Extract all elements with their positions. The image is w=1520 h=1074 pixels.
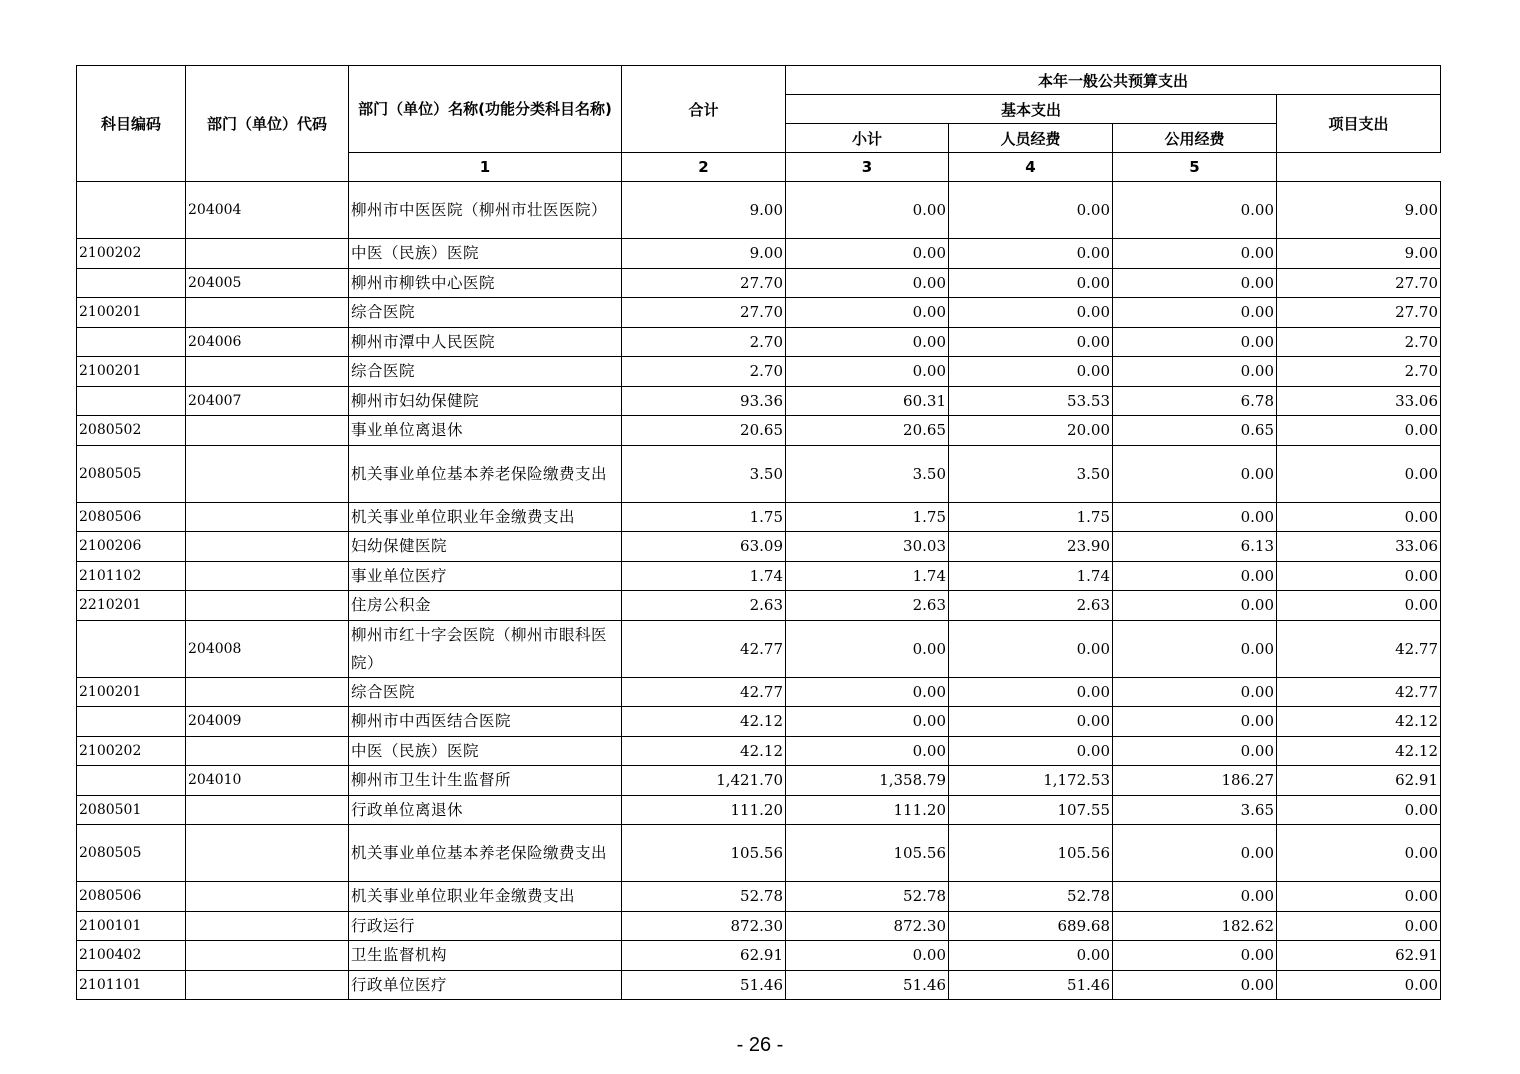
cell-total: 872.30: [622, 911, 786, 941]
cell-code: 2080505: [77, 825, 186, 882]
cell-subtotal: 0.00: [786, 357, 949, 387]
budget-expenditure-table: [76, 65, 1441, 1000]
cell-personnel: 23.90: [949, 532, 1113, 562]
cell-dept: [186, 825, 349, 882]
cell-subtotal: 0.00: [786, 268, 949, 298]
cell-subtotal: 2.63: [786, 591, 949, 621]
cell-subtotal: 3.50: [786, 445, 949, 502]
cell-name: 事业单位离退休: [349, 416, 622, 446]
cell-code: 2080502: [77, 416, 186, 446]
cell-project: 33.06: [1277, 532, 1441, 562]
table-row: [77, 795, 1441, 825]
cell-code: [77, 707, 186, 737]
cell-total: 3.50: [622, 445, 786, 502]
cell-name: 柳州市中西医结合医院: [349, 707, 622, 737]
cell-name: 柳州市妇幼保健院: [349, 386, 622, 416]
cell-subtotal: 1.74: [786, 561, 949, 591]
header-subject-code: 科目编码: [77, 66, 186, 182]
cell-project: 27.70: [1277, 298, 1441, 328]
cell-total: 9.00: [622, 239, 786, 269]
header-subtotal: 小计: [786, 124, 949, 153]
cell-dept: [186, 298, 349, 328]
cell-code: 2101102: [77, 561, 186, 591]
cell-personnel: 0.00: [949, 620, 1113, 677]
cell-public: 0.00: [1113, 268, 1277, 298]
cell-subtotal: 0.00: [786, 677, 949, 707]
cell-dept: [186, 970, 349, 1000]
page-number: - 26 -: [736, 1034, 784, 1056]
cell-dept: [186, 239, 349, 269]
cell-personnel: 0.00: [949, 677, 1113, 707]
cell-public: 6.78: [1113, 386, 1277, 416]
header-public: 公用经费: [1113, 124, 1277, 153]
cell-public: 186.27: [1113, 766, 1277, 796]
cell-personnel: 20.00: [949, 416, 1113, 446]
cell-personnel: 0.00: [949, 736, 1113, 766]
table-row: [77, 766, 1441, 796]
cell-public: 0.00: [1113, 707, 1277, 737]
cell-dept: [186, 532, 349, 562]
cell-personnel: 0.00: [949, 298, 1113, 328]
header-project: 项目支出: [1277, 95, 1441, 153]
cell-subtotal: 0.00: [786, 941, 949, 971]
cell-total: 27.70: [622, 298, 786, 328]
cell-dept: [186, 795, 349, 825]
cell-subtotal: 20.65: [786, 416, 949, 446]
cell-dept: 204005: [186, 268, 349, 298]
cell-total: 9.00: [622, 182, 786, 239]
table-row: [77, 386, 1441, 416]
cell-name: 柳州市柳铁中心医院: [349, 268, 622, 298]
header-num-4: 4: [949, 153, 1113, 182]
cell-total: 42.77: [622, 677, 786, 707]
table-header: [77, 66, 1441, 182]
cell-name: 柳州市中医医院（柳州市壮医医院）: [349, 182, 622, 239]
cell-dept: 204007: [186, 386, 349, 416]
cell-name: 事业单位医疗: [349, 561, 622, 591]
cell-code: [77, 182, 186, 239]
table-row: [77, 268, 1441, 298]
cell-code: 2100201: [77, 677, 186, 707]
cell-dept: [186, 882, 349, 912]
header-num-3: 3: [786, 153, 949, 182]
header-dept-name: 部门（单位）名称(功能分类科目名称): [349, 66, 622, 153]
cell-name: 行政单位医疗: [349, 970, 622, 1000]
cell-name: 机关事业单位职业年金缴费支出: [349, 882, 622, 912]
cell-name: 柳州市潭中人民医院: [349, 327, 622, 357]
cell-subtotal: 0.00: [786, 182, 949, 239]
cell-personnel: 0.00: [949, 327, 1113, 357]
cell-dept: 204008: [186, 620, 349, 677]
header-dept-code: 部门（单位）代码: [186, 66, 349, 182]
cell-project: 42.77: [1277, 677, 1441, 707]
cell-dept: 204009: [186, 707, 349, 737]
cell-personnel: 107.55: [949, 795, 1113, 825]
cell-personnel: 105.56: [949, 825, 1113, 882]
cell-total: 2.70: [622, 357, 786, 387]
cell-public: 0.00: [1113, 825, 1277, 882]
cell-dept: [186, 445, 349, 502]
cell-dept: [186, 736, 349, 766]
cell-public: 6.13: [1113, 532, 1277, 562]
cell-personnel: 51.46: [949, 970, 1113, 1000]
cell-name: 综合医院: [349, 677, 622, 707]
table-row: [77, 620, 1441, 677]
cell-code: 2210201: [77, 591, 186, 621]
cell-subtotal: 105.56: [786, 825, 949, 882]
cell-subtotal: 0.00: [786, 707, 949, 737]
cell-project: 0.00: [1277, 445, 1441, 502]
cell-project: 2.70: [1277, 327, 1441, 357]
cell-total: 42.12: [622, 736, 786, 766]
cell-name: 中医（民族）医院: [349, 736, 622, 766]
cell-code: 2080506: [77, 502, 186, 532]
cell-project: 0.00: [1277, 795, 1441, 825]
cell-public: 0.00: [1113, 941, 1277, 971]
cell-public: 0.65: [1113, 416, 1277, 446]
cell-name: 妇幼保健医院: [349, 532, 622, 562]
cell-personnel: 0.00: [949, 182, 1113, 239]
cell-subtotal: 0.00: [786, 620, 949, 677]
cell-public: 182.62: [1113, 911, 1277, 941]
table-row: [77, 239, 1441, 269]
header-personnel: 人员经费: [949, 124, 1113, 153]
cell-dept: [186, 911, 349, 941]
cell-personnel: 0.00: [949, 239, 1113, 269]
cell-code: [77, 620, 186, 677]
cell-personnel: 0.00: [949, 357, 1113, 387]
cell-project: 42.77: [1277, 620, 1441, 677]
cell-total: 2.70: [622, 327, 786, 357]
cell-total: 42.12: [622, 707, 786, 737]
cell-total: 1.74: [622, 561, 786, 591]
cell-dept: [186, 502, 349, 532]
cell-code: 2100202: [77, 239, 186, 269]
cell-project: 27.70: [1277, 268, 1441, 298]
cell-public: 0.00: [1113, 357, 1277, 387]
cell-dept: 204006: [186, 327, 349, 357]
table-row: [77, 707, 1441, 737]
cell-project: 0.00: [1277, 882, 1441, 912]
cell-total: 51.46: [622, 970, 786, 1000]
cell-project: 0.00: [1277, 416, 1441, 446]
cell-public: 3.65: [1113, 795, 1277, 825]
cell-project: 42.12: [1277, 707, 1441, 737]
cell-dept: 204010: [186, 766, 349, 796]
cell-project: 0.00: [1277, 591, 1441, 621]
table-row: [77, 736, 1441, 766]
cell-personnel: 3.50: [949, 445, 1113, 502]
cell-dept: [186, 416, 349, 446]
cell-project: 0.00: [1277, 561, 1441, 591]
cell-project: 0.00: [1277, 970, 1441, 1000]
cell-dept: [186, 561, 349, 591]
cell-name: 行政单位离退休: [349, 795, 622, 825]
cell-public: 0.00: [1113, 239, 1277, 269]
cell-public: 0.00: [1113, 970, 1277, 1000]
cell-total: 1,421.70: [622, 766, 786, 796]
cell-project: 0.00: [1277, 502, 1441, 532]
cell-public: 0.00: [1113, 298, 1277, 328]
cell-total: 111.20: [622, 795, 786, 825]
table-body: [77, 182, 1441, 1000]
header-num-1: 1: [349, 153, 622, 182]
table-row: [77, 561, 1441, 591]
table-row: [77, 882, 1441, 912]
cell-name: 机关事业单位职业年金缴费支出: [349, 502, 622, 532]
cell-name: 综合医院: [349, 298, 622, 328]
table-row: [77, 532, 1441, 562]
cell-total: 27.70: [622, 268, 786, 298]
cell-subtotal: 52.78: [786, 882, 949, 912]
cell-subtotal: 1,358.79: [786, 766, 949, 796]
cell-public: 0.00: [1113, 591, 1277, 621]
header-total: 合计: [622, 66, 786, 153]
cell-personnel: 2.63: [949, 591, 1113, 621]
cell-public: 0.00: [1113, 327, 1277, 357]
cell-code: 2101101: [77, 970, 186, 1000]
cell-name: 柳州市红十字会医院（柳州市眼科医院）: [349, 620, 622, 677]
cell-name: 住房公积金: [349, 591, 622, 621]
cell-personnel: 0.00: [949, 941, 1113, 971]
cell-name: 行政运行: [349, 911, 622, 941]
cell-public: 0.00: [1113, 502, 1277, 532]
cell-total: 2.63: [622, 591, 786, 621]
cell-code: [77, 268, 186, 298]
table-row: [77, 416, 1441, 446]
cell-public: 0.00: [1113, 677, 1277, 707]
cell-subtotal: 30.03: [786, 532, 949, 562]
cell-subtotal: 60.31: [786, 386, 949, 416]
cell-total: 105.56: [622, 825, 786, 882]
cell-personnel: 689.68: [949, 911, 1113, 941]
cell-dept: 204004: [186, 182, 349, 239]
cell-personnel: 53.53: [949, 386, 1113, 416]
cell-dept: [186, 677, 349, 707]
cell-dept: [186, 591, 349, 621]
table-row: [77, 182, 1441, 239]
cell-total: 93.36: [622, 386, 786, 416]
cell-project: 0.00: [1277, 911, 1441, 941]
cell-public: 0.00: [1113, 736, 1277, 766]
cell-code: [77, 386, 186, 416]
cell-project: 42.12: [1277, 736, 1441, 766]
cell-personnel: 0.00: [949, 707, 1113, 737]
cell-name: 综合医院: [349, 357, 622, 387]
cell-code: 2100101: [77, 911, 186, 941]
cell-project: 2.70: [1277, 357, 1441, 387]
cell-subtotal: 111.20: [786, 795, 949, 825]
cell-name: 机关事业单位基本养老保险缴费支出: [349, 445, 622, 502]
table-row: [77, 298, 1441, 328]
table-row: [77, 825, 1441, 882]
header-budget-group: 本年一般公共预算支出: [786, 66, 1441, 95]
cell-public: 0.00: [1113, 882, 1277, 912]
cell-code: 2100402: [77, 941, 186, 971]
cell-public: 0.00: [1113, 182, 1277, 239]
cell-subtotal: 0.00: [786, 298, 949, 328]
cell-total: 63.09: [622, 532, 786, 562]
cell-total: 62.91: [622, 941, 786, 971]
cell-dept: [186, 941, 349, 971]
cell-code: [77, 327, 186, 357]
cell-public: 0.00: [1113, 445, 1277, 502]
cell-dept: [186, 357, 349, 387]
cell-code: 2100201: [77, 298, 186, 328]
table-row: [77, 445, 1441, 502]
header-num-2: 2: [622, 153, 786, 182]
cell-subtotal: 872.30: [786, 911, 949, 941]
cell-project: 62.91: [1277, 941, 1441, 971]
cell-code: [77, 766, 186, 796]
cell-name: 柳州市卫生计生监督所: [349, 766, 622, 796]
cell-code: 2100206: [77, 532, 186, 562]
cell-personnel: 52.78: [949, 882, 1113, 912]
cell-code: 2100202: [77, 736, 186, 766]
cell-subtotal: 0.00: [786, 736, 949, 766]
table-row: [77, 327, 1441, 357]
cell-personnel: 1.75: [949, 502, 1113, 532]
table-row: [77, 502, 1441, 532]
cell-project: 9.00: [1277, 239, 1441, 269]
cell-project: 9.00: [1277, 182, 1441, 239]
cell-personnel: 1.74: [949, 561, 1113, 591]
cell-code: 2100201: [77, 357, 186, 387]
cell-public: 0.00: [1113, 620, 1277, 677]
cell-project: 0.00: [1277, 825, 1441, 882]
table-row: [77, 970, 1441, 1000]
cell-total: 42.77: [622, 620, 786, 677]
cell-code: 2080501: [77, 795, 186, 825]
cell-subtotal: 0.00: [786, 239, 949, 269]
cell-public: 0.00: [1113, 561, 1277, 591]
table-row: [77, 911, 1441, 941]
cell-total: 52.78: [622, 882, 786, 912]
cell-subtotal: 1.75: [786, 502, 949, 532]
cell-code: 2080505: [77, 445, 186, 502]
cell-name: 中医（民族）医院: [349, 239, 622, 269]
cell-subtotal: 0.00: [786, 327, 949, 357]
cell-project: 62.91: [1277, 766, 1441, 796]
cell-code: 2080506: [77, 882, 186, 912]
cell-subtotal: 51.46: [786, 970, 949, 1000]
table-row: [77, 941, 1441, 971]
header-basic-group: 基本支出: [786, 95, 1277, 124]
header-num-5: 5: [1113, 153, 1277, 182]
cell-personnel: 0.00: [949, 268, 1113, 298]
cell-name: 机关事业单位基本养老保险缴费支出: [349, 825, 622, 882]
cell-total: 20.65: [622, 416, 786, 446]
cell-name: 卫生监督机构: [349, 941, 622, 971]
cell-personnel: 1,172.53: [949, 766, 1113, 796]
table-row: [77, 591, 1441, 621]
cell-project: 33.06: [1277, 386, 1441, 416]
table-row: [77, 677, 1441, 707]
cell-total: 1.75: [622, 502, 786, 532]
table-row: [77, 357, 1441, 387]
